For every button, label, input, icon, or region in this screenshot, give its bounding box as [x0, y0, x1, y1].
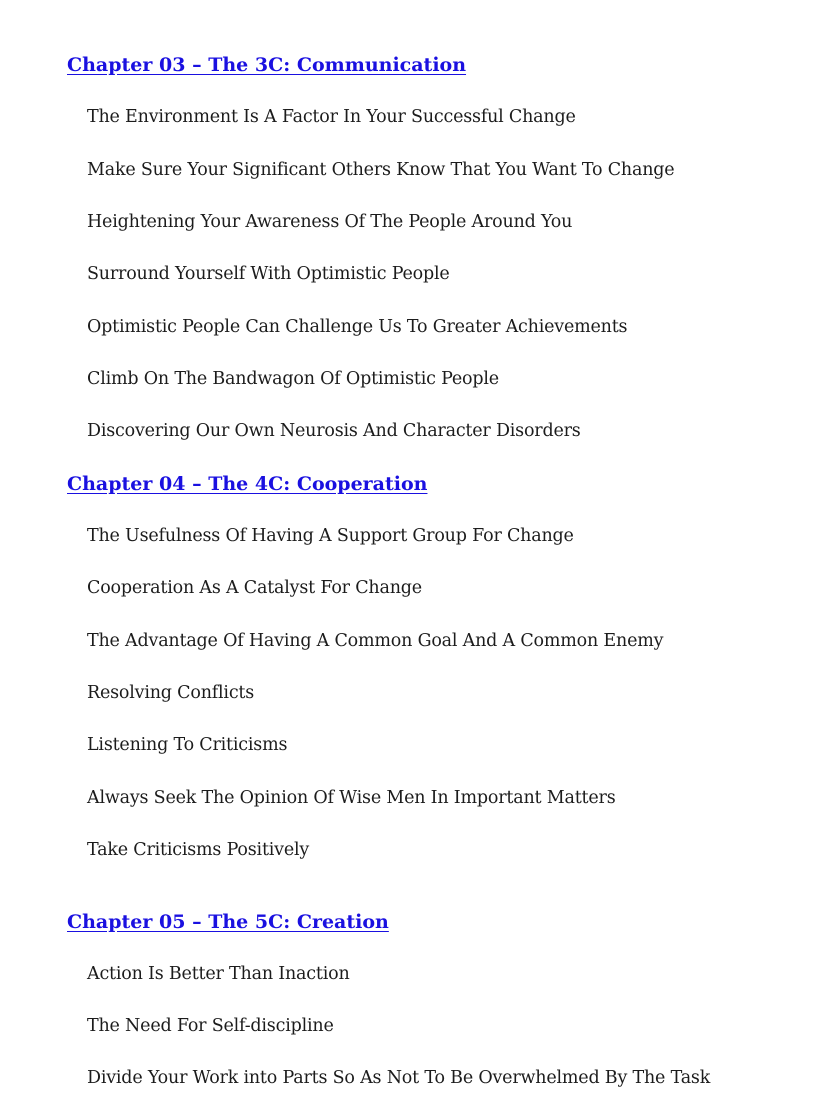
toc-item[interactable]: Heightening Your Awareness Of The People Around You — [87, 212, 573, 232]
toc-item[interactable]: Climb On The Bandwagon Of Optimistic People — [87, 369, 499, 389]
toc-item[interactable]: Make Sure Your Significant Others Know That You Want To Change — [87, 160, 675, 180]
toc-item[interactable]: The Need For Self-discipline — [87, 1016, 334, 1036]
toc-item[interactable]: Optimistic People Can Challenge Us To Greater Achievements — [87, 317, 628, 337]
toc-item[interactable]: Divide Your Work into Parts So As Not To Be Overwhelmed By The Task — [87, 1068, 711, 1088]
toc-item[interactable]: Resolving Conflicts — [87, 683, 255, 703]
toc-item[interactable]: Listening To Criticisms — [87, 735, 288, 755]
toc-item[interactable]: Always Seek The Opinion Of Wise Men In Important Matters — [87, 788, 616, 808]
toc-item[interactable]: Action Is Better Than Inaction — [87, 964, 350, 984]
toc-item[interactable]: Take Criticisms Positively — [87, 840, 310, 860]
chapter-03-link[interactable]: Chapter 03 – The 3C: Communication — [67, 54, 467, 76]
chapter-04-link[interactable]: Chapter 04 – The 4C: Cooperation — [67, 473, 428, 495]
toc-item[interactable]: Discovering Our Own Neurosis And Character Disorders — [87, 421, 581, 441]
chapter-05-link[interactable]: Chapter 05 – The 5C: Creation — [67, 911, 389, 933]
toc-item[interactable]: The Environment Is A Factor In Your Successful Change — [87, 107, 576, 127]
toc-item[interactable]: Cooperation As A Catalyst For Change — [87, 578, 422, 598]
toc-item[interactable]: Surround Yourself With Optimistic People — [87, 264, 450, 284]
toc-item[interactable]: The Advantage Of Having A Common Goal And A Common Enemy — [87, 631, 664, 651]
toc-item[interactable]: The Usefulness Of Having A Support Group For Change — [87, 526, 574, 546]
